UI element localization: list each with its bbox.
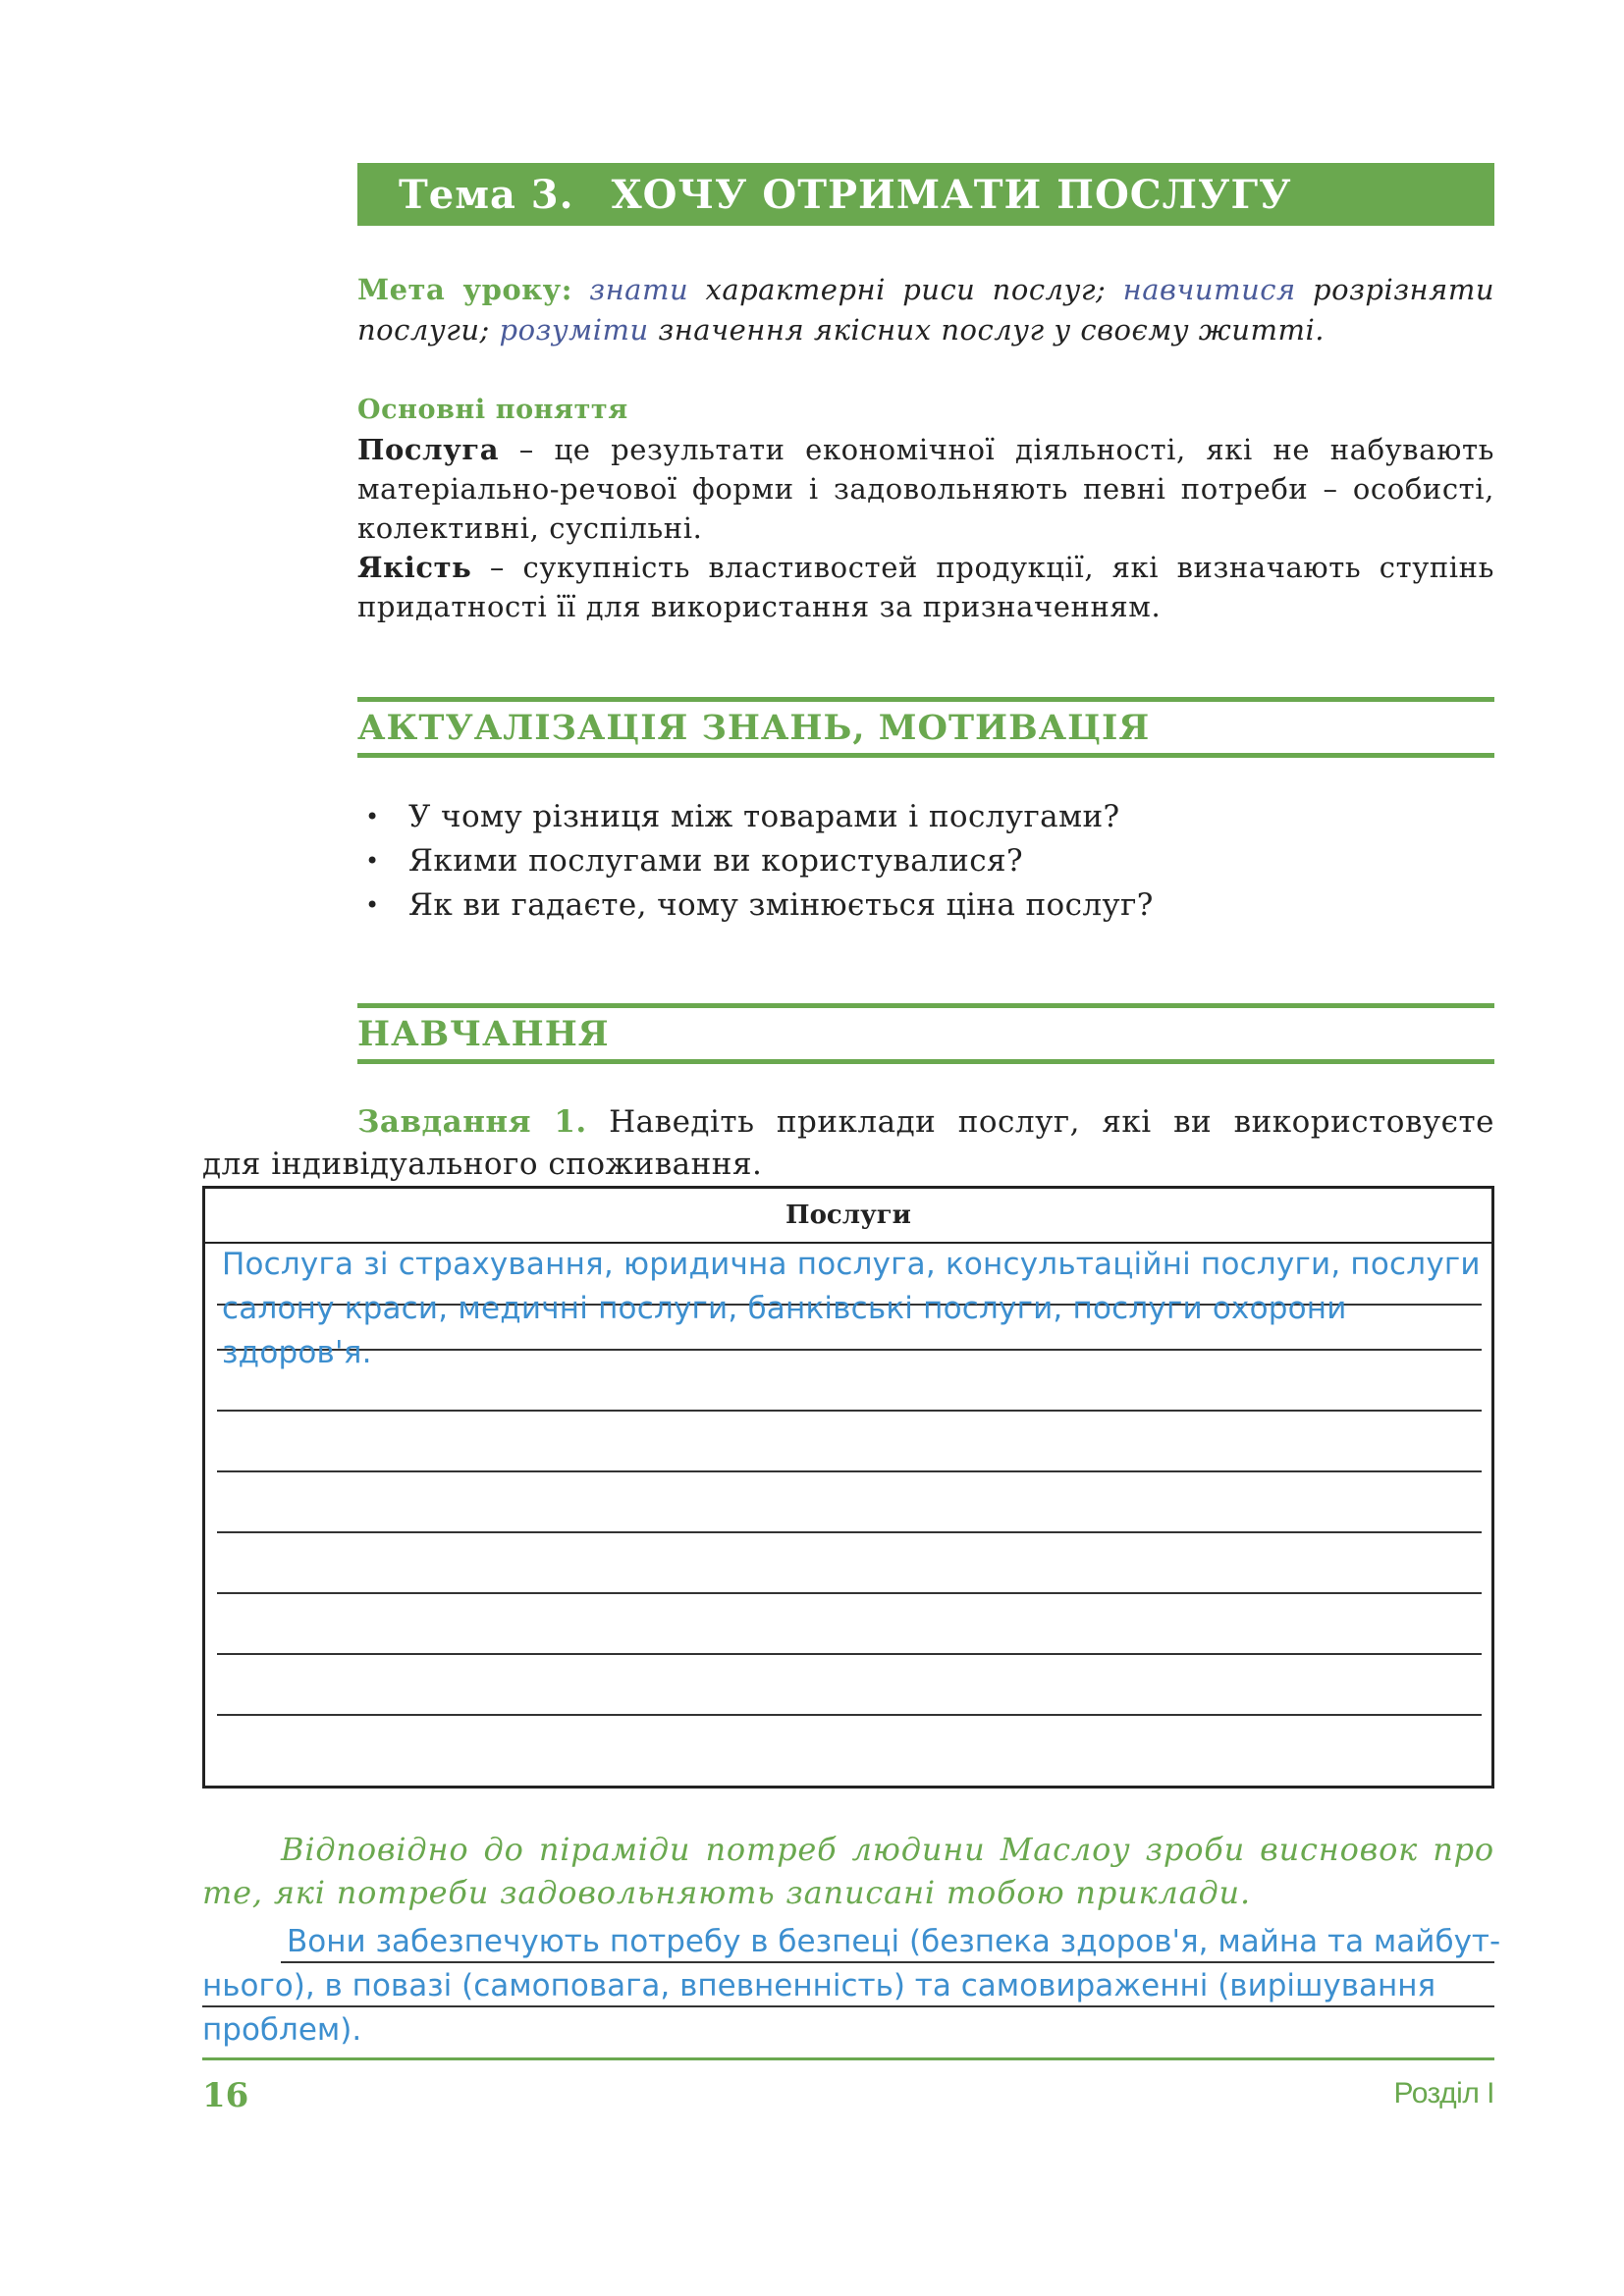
list-item: • Якими послугами ви користувалися? — [357, 839, 1494, 883]
chapter-label: Розділ I — [1393, 2077, 1494, 2109]
list-item: • Як ви гадаєте, чому змінюється ціна послуг? — [357, 883, 1494, 928]
concept-quality — [357, 548, 1494, 626]
topic-number: Тема 3. — [399, 171, 574, 218]
list-item: • У чому різниця між товарами і послугами? — [357, 795, 1494, 839]
writing-line — [217, 1714, 1482, 1716]
maslow-answer-line-1: Вони забезпечують потребу в безпеці (безпека здоров'я, майна та майбут- — [287, 1924, 1501, 1959]
concept-term-quality: Якість — [357, 551, 472, 584]
concept-term-service: Послуга — [357, 433, 500, 466]
maslow-task-line-1: Відповідно до піраміди потреб людини Маслоу зроби висновок про — [281, 1831, 1494, 1868]
maslow-task — [202, 1828, 1494, 1914]
task-1-answer — [222, 1243, 1489, 1375]
section-title-actualization: АКТУАЛІЗАЦІЯ ЗНАНЬ, МОТИВАЦІЯ — [357, 707, 1151, 748]
lesson-goal — [357, 270, 1494, 350]
maslow-answer-line-2: нього), в повазі (самоповага, впевненність) та самовираженні (вирішування проблем). — [202, 1968, 1436, 2048]
writing-line — [217, 1470, 1482, 1472]
writing-line — [217, 1592, 1482, 1594]
footer-divider — [202, 2057, 1494, 2060]
concept-def-service: – це результати економічної діяльності, які не набувають матеріально-речової форми і задовольняють певні потреби – особисті, колективні, суспільні. — [357, 433, 1494, 545]
task-1-text-1: Наведіть приклади послуг, які ви використовуєте — [586, 1104, 1494, 1140]
goal-text-3: значення якісних послуг у своєму житті. — [648, 313, 1325, 347]
key-concepts — [357, 391, 1494, 626]
task-1-line-1 — [202, 1101, 1494, 1144]
task-1-label: Завдання 1. — [357, 1104, 587, 1140]
section-header-actualization — [357, 697, 1494, 758]
concepts-header: Основні поняття — [357, 395, 628, 425]
writing-line — [217, 1653, 1482, 1655]
goal-verb-learn: навчитися — [1122, 273, 1296, 306]
maslow-answer — [202, 1920, 1557, 2053]
motivation-questions — [357, 795, 1494, 928]
goal-text-1: характерні риси послуг; — [688, 273, 1123, 306]
topic-title: ХОЧУ ОТРИМАТИ ПОСЛУГУ — [611, 171, 1292, 218]
concept-service — [357, 430, 1494, 548]
goal-verb-understand: розуміти — [499, 313, 649, 347]
writing-line — [217, 1531, 1482, 1533]
goal-text-2: розрізняти послуги; — [357, 273, 1495, 347]
table-header: Послуги — [205, 1189, 1491, 1244]
page-number: 16 — [202, 2076, 249, 2115]
concept-def-quality: – сукупність властивостей продукції, які визначають ступінь придатності її для використання за призначенням. — [357, 551, 1494, 623]
task-1 — [202, 1101, 1494, 1186]
goal-label: Мета уроку: — [357, 273, 572, 306]
task-1-answer-line-1: Послуга зі страхування, юридична послуга, консультаційні послуги, послуги — [222, 1247, 1481, 1282]
section-title-learning: НАВЧАННЯ — [357, 1013, 610, 1054]
maslow-task-line-2: те, які потреби задовольняють записані тобою приклади. — [202, 1874, 1251, 1911]
goal-verb-know: знати — [589, 273, 689, 306]
task-1-text-2: для індивідуального споживання. — [202, 1147, 763, 1182]
section-header-learning — [357, 1003, 1494, 1064]
task-1-answer-line-2: салону краси, медичні послуги, банківські послуги, послуги охорони здоров'я. — [222, 1291, 1347, 1370]
writing-line — [217, 1410, 1482, 1412]
topic-title-banner — [357, 163, 1494, 226]
